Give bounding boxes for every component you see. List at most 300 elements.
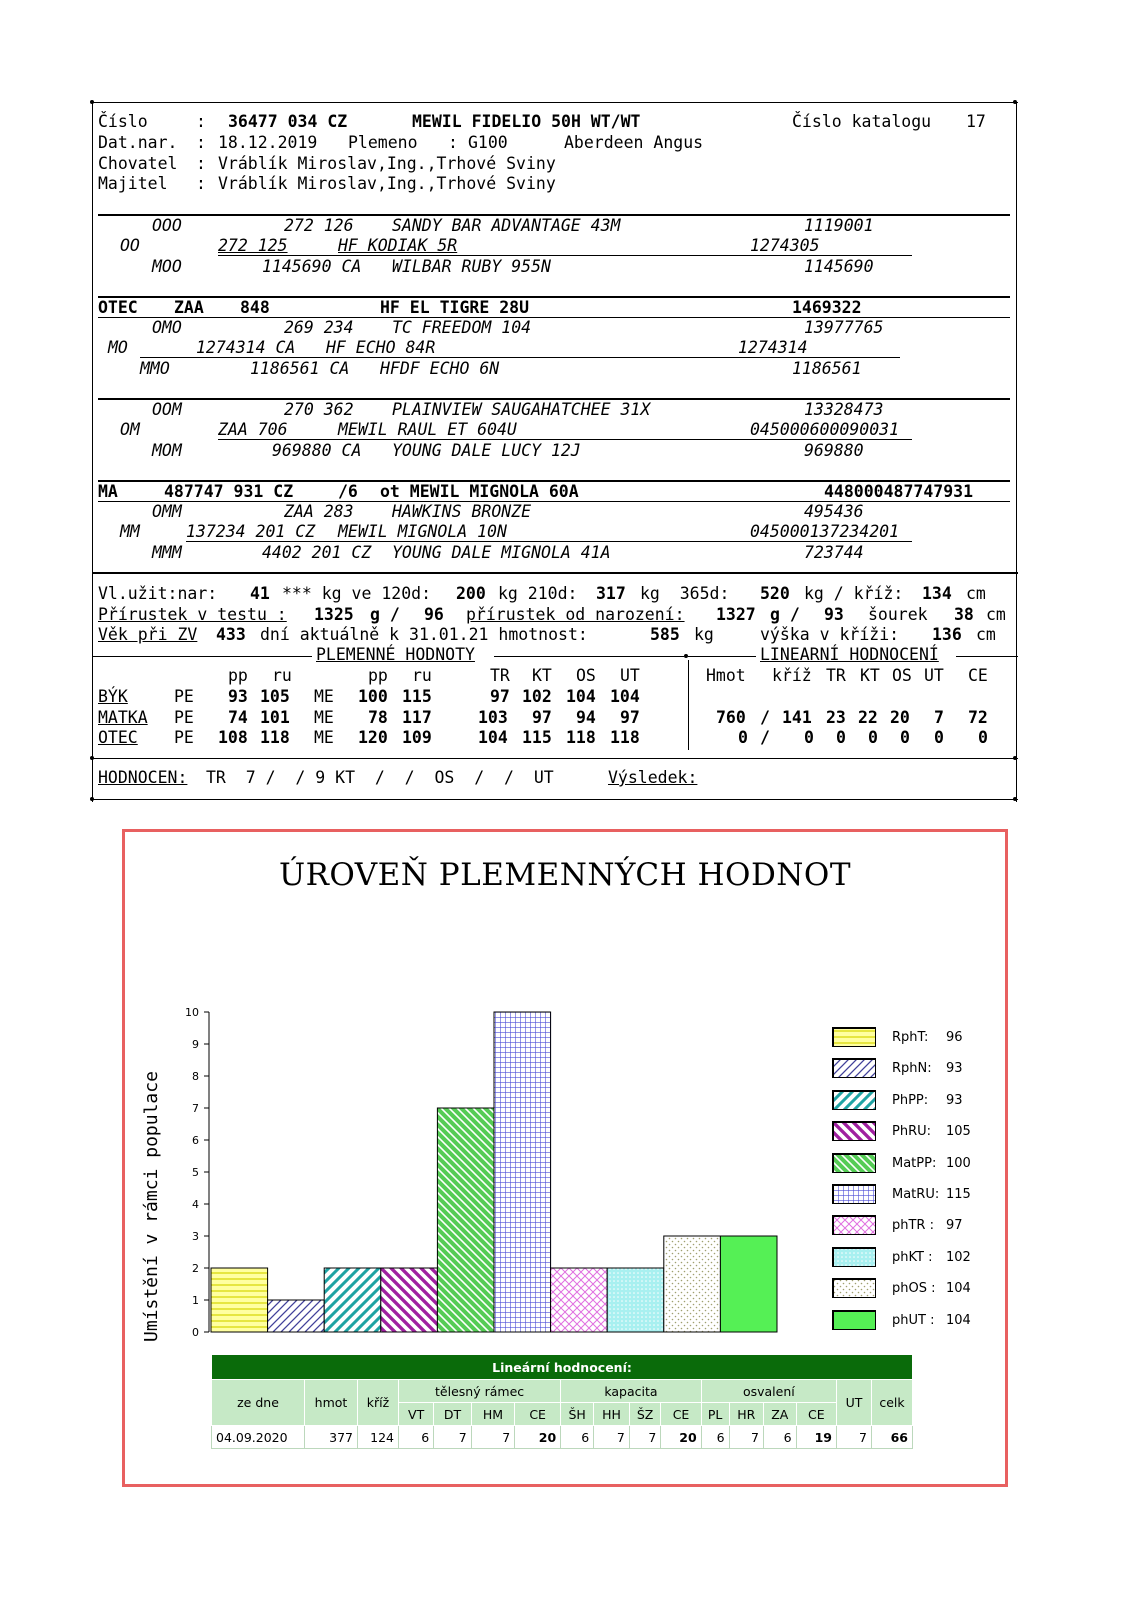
ped-omo-tag: OMO [152,318,182,337]
datnar-label: Dat.nar. [98,133,178,152]
chovatel-value: Vráblík Miroslav,Ing.,Trhové Sviny [218,154,556,173]
ped-mmo-name: HFDF ECHO 6N [380,359,500,378]
ped-oo-name: HF KODIAK 5R [338,236,458,255]
cm-unit: cm [976,625,996,644]
katalog-value: 17 [966,112,986,131]
lin-col: TR [826,666,846,685]
chart-title: ÚROVEŇ PLEMENNÝCH HODNOT [278,857,852,893]
ped-ooo-id: 272 126 [284,216,354,235]
bar-PhRU [381,1268,438,1332]
os: 118 [566,728,596,747]
legend-swatch [832,1058,876,1078]
bottom-border [92,799,1018,800]
chovatel-label: Chovatel [98,154,178,173]
kt: 102 [522,687,552,706]
underline [140,357,900,358]
ped-mm-num: 045000137234201 [750,522,900,541]
cislo-value: 36477 034 CZ [228,112,348,131]
colon: : [196,133,206,152]
legend-key: RphN: [892,1061,932,1077]
me-pp: 78 [368,708,388,727]
cm-unit: cm [966,584,986,603]
otec-id: 848 [240,298,270,317]
legend-value: 102 [946,1249,971,1265]
underline [186,541,912,542]
legend-swatch [832,1278,876,1298]
linear-table [211,1354,913,1449]
ped-mmm-name: YOUNG DALE MIGNOLA 41A [392,543,611,562]
ped-omm-num: 495436 [804,502,864,521]
cm-unit: cm [986,605,1006,624]
cell-val: 6 [399,1426,434,1449]
legend-item [832,1247,992,1271]
ped-om-id: ZAA 706 [218,420,288,439]
otec-tag: OTEC [98,298,138,317]
underline [218,439,912,440]
cell-ut: 7 [837,1426,872,1449]
bar-PhPP [324,1268,381,1332]
th-sub: DT [434,1403,471,1426]
kriz-label: kg / kříž: [804,584,904,603]
legend-swatch [832,1215,876,1235]
ped-mom-tag: MOM [152,441,182,460]
ped-ooo-tag: OOO [152,216,182,235]
lin-os: 20 [890,708,910,727]
ped-mmm-num: 723744 [804,543,864,562]
th-celk: celk [872,1380,913,1426]
pe: PE [174,687,194,706]
legend-key: phOS : [892,1281,936,1297]
katalog-label: Číslo katalogu [792,112,932,131]
y-tick-label: 0 [192,1326,199,1339]
cell-date: 04.09.2020 [212,1426,305,1449]
ped-moo-num: 1145690 [804,257,874,276]
th-sub: HR [729,1403,763,1426]
lin-hmot: 760 [716,708,746,727]
legend-item [832,1215,992,1239]
col-kt: KT [532,666,552,685]
ped-mo-id: 1274314 CA [196,338,296,357]
ped-moo-name: WILBAR RUBY 955N [392,257,551,276]
ped-oo-tag: OO [120,236,140,255]
legend-swatch [832,1247,876,1267]
g-slash: g / [370,605,400,624]
otec-name: HF EL TIGRE 28U [380,298,530,317]
cell-val: 19 [796,1426,836,1449]
cell-val: 6 [763,1426,796,1449]
ped-oom-name: PLAINVIEW SAUGAHATCHEE 31X [392,400,651,419]
legend-label [892,1030,963,1045]
kg365-value: 520 [760,584,790,603]
animal-card [92,102,1040,818]
legend-value: 104 [946,1312,971,1328]
slash: / [760,728,770,747]
plemenne-title: PLEMENNÉ HODNOTY [316,645,475,664]
legend-value: 115 [946,1187,971,1202]
legend-key: PhPP: [892,1092,929,1108]
cell-val: 6 [701,1426,729,1449]
divider [92,758,1018,759]
me-ru: 117 [402,708,432,727]
cislo-label: Číslo [98,112,148,131]
cell-val: 6 [561,1426,594,1449]
ped-mom-num: 969880 [804,441,864,460]
bar-MatPP [437,1108,494,1332]
legend-value: 100 [946,1155,971,1171]
slash: / [760,708,770,727]
ut: 104 [610,687,640,706]
ped-mom-name: YOUNG DALE LUCY 12J [392,441,581,460]
ped-mm-id: 137234 201 CZ [186,522,316,541]
legend-key: phKT : [892,1249,933,1265]
y-tick-label: 7 [192,1102,199,1115]
y-axis-label: Umístění v rámci populace [141,1071,162,1342]
vysledek-label: Výsledek: [608,768,698,787]
legend-swatch [832,1310,876,1330]
y-tick-label: 4 [192,1198,199,1211]
y-tick-label: 3 [192,1230,199,1243]
cell-val: 7 [434,1426,471,1449]
tr: 104 [478,728,508,747]
col-pp: pp [228,666,248,685]
plemeno-code: G100 [468,133,508,152]
ped-oom-tag: OOM [152,400,182,419]
prirustek-label: Přírustek v testu : [98,605,287,624]
lin-kt: 0 [868,728,878,747]
tr: 103 [478,708,508,727]
linear-title: LINEARNÍ HODNOCENÍ [760,645,939,664]
left-border [92,102,93,802]
y-tick-label: 2 [192,1262,199,1275]
me-ru: 115 [402,687,432,706]
ped-oom-num: 13328473 [804,400,884,419]
sourek-label: šourek [868,605,928,624]
row-label: MATKA [98,708,148,727]
lin-col: UT [924,666,944,685]
prirustek-g: 1325 [314,605,354,624]
th-sub: ZA [763,1403,796,1426]
ped-omm-name: HAWKINS BRONZE [392,502,532,521]
ped-omm-tag: OMM [152,502,182,521]
ma-extra: /6 [338,482,358,501]
ped-mo-tag: MO [108,338,128,357]
bar-MatRU [494,1012,551,1332]
ped-om-name: MEWIL RAUL ET 604U [338,420,517,439]
vl-value: 41 [250,584,270,603]
pe: PE [174,708,194,727]
legend-item [832,1027,992,1051]
ma-num: 448000487747931 [824,482,974,501]
lin-col: CE [968,666,988,685]
linear-table-title: Lineární hodnocení: [212,1355,913,1380]
bar-phUT [720,1236,777,1332]
divider [956,656,1018,657]
col-pp: pp [368,666,388,685]
th-kriz: kříž [358,1380,399,1426]
hmotnost-value: 585 [650,625,680,644]
th-sub: PL [701,1403,729,1426]
border-dot [90,797,94,801]
cell-val: 20 [661,1426,701,1449]
border-dot [90,756,94,760]
th-telesny: tělesný rámec [399,1380,561,1403]
legend-value: 105 [946,1124,971,1140]
th-hmot: hmot [305,1380,358,1426]
y-tick-label: 9 [192,1038,199,1051]
kt: 115 [522,728,552,747]
ped-ooo-num: 1119001 [804,216,874,235]
lin-col: Hmot [706,666,746,685]
ut: 118 [610,728,640,747]
column-divider [688,660,689,750]
vek-label: Věk při ZV [98,625,198,644]
divider [98,501,1010,502]
colon: : [196,112,206,131]
legend-label [892,1218,963,1234]
hodnoceni-text: TR 7 / / 9 KT / / OS / / UT [206,768,554,787]
dni-label: dní aktuálně k 31.01.21 hmotnost: [260,625,588,644]
cell-kriz: 124 [358,1426,399,1449]
legend-item [832,1153,992,1177]
lin-ut: 0 [934,728,944,747]
pe-ru: 118 [260,728,290,747]
bar-RphN [268,1300,325,1332]
colon: : [448,133,458,152]
lin-os: 0 [900,728,910,747]
ped-mmo-id: 1186561 CA [250,359,350,378]
ped-mm-name: MEWIL MIGNOLA 10N [338,522,507,541]
legend-item [832,1278,992,1302]
legend-label [892,1312,971,1328]
legend-key: MatPP: [892,1155,937,1171]
pe-pp: 108 [218,728,248,747]
y-tick-label: 1 [192,1294,199,1307]
sourek-value: 38 [954,605,974,624]
lin-ut: 7 [934,708,944,727]
lin-hmot: 0 [738,728,748,747]
underline [218,255,912,256]
th-sub: ŠH [561,1403,594,1426]
legend-swatch [832,1121,876,1141]
legend-key: phTR : [892,1218,934,1234]
cell-val: 7 [629,1426,661,1449]
lin-tr: 0 [836,728,846,747]
ut: 97 [620,708,640,727]
th-sub: CE [661,1403,701,1426]
divider [494,656,684,657]
ped-om-tag: OM [120,420,140,439]
me: ME [314,708,334,727]
majitel-value: Vráblík Miroslav,Ing.,Trhové Sviny [218,174,556,193]
bar-phOS [664,1236,721,1332]
cell-val: 7 [594,1426,630,1449]
datnar-value: 18.12.2019 [218,133,318,152]
legend-label [892,1187,971,1202]
kt: 97 [532,708,552,727]
ped-om-num: 045000600090031 [750,420,900,439]
narozeni-label: přírustek od narození: [466,605,685,624]
os: 94 [576,708,596,727]
ped-ooo-name: SANDY BAR ADVANTAGE 43M [392,216,621,235]
lin-kriz: 0 [804,728,814,747]
pe: PE [174,728,194,747]
lin-kriz: 141 [782,708,812,727]
colon: : [196,154,206,173]
right-border [1016,102,1017,802]
me-ru: 109 [402,728,432,747]
me: ME [314,687,334,706]
legend-item [832,1090,992,1114]
ped-mmo-tag: MMO [140,359,170,378]
divider [688,656,756,657]
ped-mo-num: 1274314 [738,338,808,357]
ped-omo-name: TC FREEDOM 104 [392,318,532,337]
row-label: OTEC [98,728,138,747]
ma-id: 487747 931 CZ [164,482,294,501]
border-dot [1013,756,1017,760]
th-sub: CE [796,1403,836,1426]
legend-item [832,1058,992,1082]
legend-value: 96 [946,1030,963,1045]
me-pp: 100 [358,687,388,706]
kg120-label: *** kg ve 120d: [282,584,432,603]
legend-key: RphT: [892,1030,929,1045]
bar-phKT [607,1268,664,1332]
legend-swatch [832,1153,876,1173]
divider [98,296,1010,298]
cell-val: 7 [729,1426,763,1449]
lin-col: OS [892,666,912,685]
kg-unit: kg [694,625,714,644]
kg120-value: 200 [456,584,486,603]
colon: : [196,174,206,193]
col-ut: UT [620,666,640,685]
ped-oo-num: 1274305 [750,236,820,255]
ped-oo-id: 272 125 [218,236,288,255]
y-tick-label: 6 [192,1134,199,1147]
legend-value: 93 [946,1061,963,1077]
lin-tr: 23 [826,708,846,727]
legend-key: MatRU: [892,1187,940,1202]
legend-value: 104 [946,1281,971,1297]
legend-swatch [832,1027,876,1047]
ped-oom-id: 270 362 [284,400,354,419]
ped-mmo-num: 1186561 [792,359,862,378]
cell-val: 20 [515,1426,561,1449]
legend-label [892,1281,971,1297]
ped-mo-name: HF ECHO 84R [326,338,436,357]
col-tr: TR [490,666,510,685]
ped-mmm-tag: MMM [152,543,182,562]
legend-label [892,1249,971,1265]
legend-value: 93 [946,1092,963,1108]
ped-omm-id: ZAA 283 [284,502,354,521]
lin-ce: 72 [968,708,988,727]
ped-moo-tag: MOO [152,257,182,276]
chart-panel [122,829,1008,1487]
otec-breed: ZAA [174,298,204,317]
border-dot [1013,797,1017,801]
legend-item [832,1184,992,1208]
col-ru: ru [272,666,292,685]
cell-celk: 66 [872,1426,913,1449]
narozeni-idx: 93 [824,605,844,624]
lin-col: kříž [772,666,812,685]
ma-name: ot MEWIL MIGNOLA 60A [380,482,579,501]
kg210-value: 317 [596,584,626,603]
hodnoceni-label: HODNOCEN: [98,768,188,787]
th-ze-dne: ze dne [212,1380,305,1426]
divider [92,656,312,657]
th-sub: VT [399,1403,434,1426]
legend-swatch [832,1184,876,1204]
ped-mmm-id: 4402 201 CZ [262,543,372,562]
col-ru: ru [412,666,432,685]
legend-key: PhRU: [892,1124,932,1140]
cell-hmot: 377 [305,1426,358,1449]
vek-value: 433 [216,625,246,644]
th-sub: HM [471,1403,514,1426]
col-os: OS [576,666,596,685]
legend-swatch [832,1090,876,1110]
lin-col: KT [860,666,880,685]
ped-mom-id: 969880 CA [272,441,362,460]
legend-label [892,1092,963,1108]
g-slash: g / [770,605,800,624]
legend-label [892,1061,963,1077]
cell-val: 7 [471,1426,514,1449]
th-sub: CE [515,1403,561,1426]
plemeno-name: Aberdeen Angus [564,133,704,152]
pe-ru: 101 [260,708,290,727]
otec-num: 1469322 [792,298,862,317]
th-kapacita: kapacita [561,1380,702,1403]
pe-ru: 105 [260,687,290,706]
kg365-label: kg 365d: [640,584,730,603]
vl-label: Vl.užit:nar: [98,584,218,603]
legend-item [832,1310,992,1334]
kriz-value: 134 [922,584,952,603]
y-tick-label: 8 [192,1070,199,1083]
top-border [92,102,1018,103]
legend-value: 97 [946,1218,963,1234]
pe-pp: 93 [228,687,248,706]
animal-name: MEWIL FIDELIO 50H WT/WT [412,112,641,131]
majitel-label: Majitel [98,174,168,193]
ped-moo-id: 1145690 CA [262,257,362,276]
th-ut: UT [837,1380,872,1426]
th-sub: ŠZ [629,1403,661,1426]
ped-omo-id: 269 234 [284,318,354,337]
me-pp: 120 [358,728,388,747]
th-sub: HH [594,1403,630,1426]
ped-mm-tag: MM [120,522,140,541]
bar-RphT [211,1268,268,1332]
bar-phTR [551,1268,608,1332]
y-tick-label: 5 [192,1166,199,1179]
legend-label [892,1155,971,1171]
y-tick-label: 10 [185,1006,199,1019]
narozeni-g: 1327 [716,605,756,624]
legend-key: phUT : [892,1312,935,1328]
legend-item [832,1121,992,1145]
tr: 97 [490,687,510,706]
os: 104 [566,687,596,706]
vyska-value: 136 [932,625,962,644]
vyska-label: výška v kříži: [760,625,900,644]
prirustek-idx: 96 [424,605,444,624]
plemeno-label: Plemeno [348,133,418,152]
